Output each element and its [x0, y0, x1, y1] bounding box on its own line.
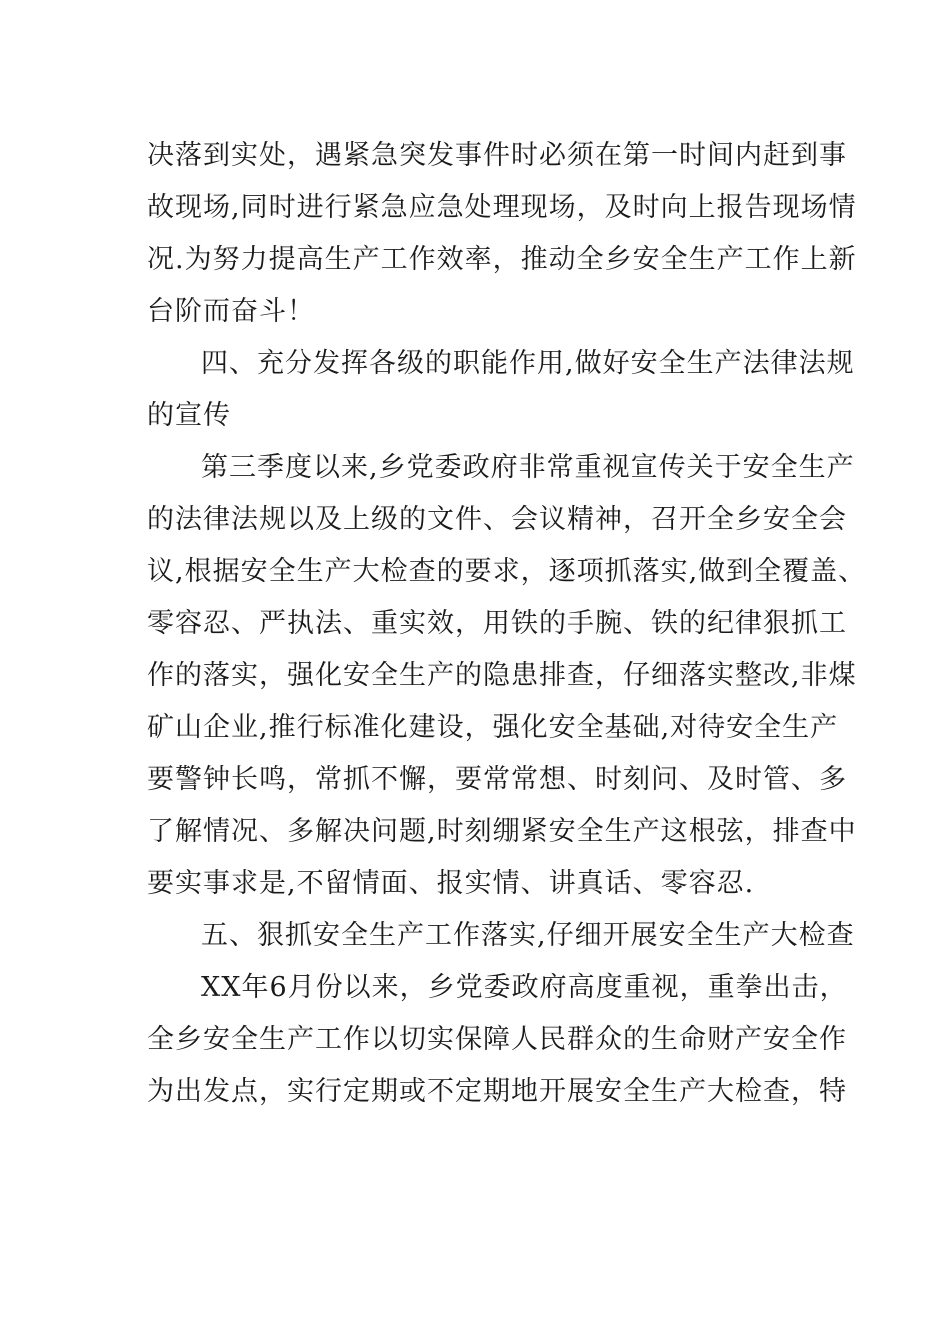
section-heading-4: 四、充分发挥各级的职能作用,做好安全生产法律法规 [201, 348, 855, 379]
paragraph-line: 了解情况、多解决问题,时刻绷紧安全生产这根弦，排查中 [147, 816, 857, 847]
paragraph-line: 第三季度以来,乡党委政府非常重视宣传关于安全生产 [201, 452, 855, 483]
paragraph-line: 零容忍、严执法、重实效，用铁的手腕、铁的纪律狠抓工 [147, 608, 847, 639]
paragraph-line: 议,根据安全生产大检查的要求，逐项抓落实,做到全覆盖、 [147, 556, 867, 587]
paragraph-line: 要警钟长鸣，常抓不懈，要常常想、时刻问、及时管、多 [147, 764, 847, 795]
paragraph-line: 台阶而奋斗！ [147, 296, 315, 327]
paragraph-line: 要实事求是,不留情面、报实情、讲真话、零容忍. [147, 868, 755, 899]
paragraph-line: 故现场,同时进行紧急应急处理现场，及时向上报告现场情 [147, 192, 857, 223]
paragraph-line: XX年6月份以来，乡党委政府高度重视，重拳出击， [201, 972, 848, 1003]
document-body [147, 130, 867, 1118]
paragraph-line: 全乡安全生产工作以切实保障人民群众的生命财产安全作 [147, 1024, 847, 1055]
section-heading-5: 五、狠抓安全生产工作落实,仔细开展安全生产大检查 [201, 920, 855, 951]
paragraph-line: 决落到实处，遇紧急突发事件时必须在第一时间内赶到事 [147, 140, 847, 171]
paragraph-line: 况.为努力提高生产工作效率，推动全乡安全生产工作上新 [147, 244, 857, 275]
paragraph-line: 作的落实，强化安全生产的隐患排查，仔细落实整改,非煤 [147, 660, 857, 691]
paragraph-line: 为出发点，实行定期或不定期地开展安全生产大检查，特 [147, 1076, 847, 1107]
paragraph-line: 矿山企业,推行标准化建设，强化安全基础,对待安全生产 [147, 712, 839, 743]
section-heading-4-continued: 的宣传 [147, 400, 231, 431]
paragraph-line: 的法律法规以及上级的文件、会议精神，召开全乡安全会 [147, 504, 847, 535]
